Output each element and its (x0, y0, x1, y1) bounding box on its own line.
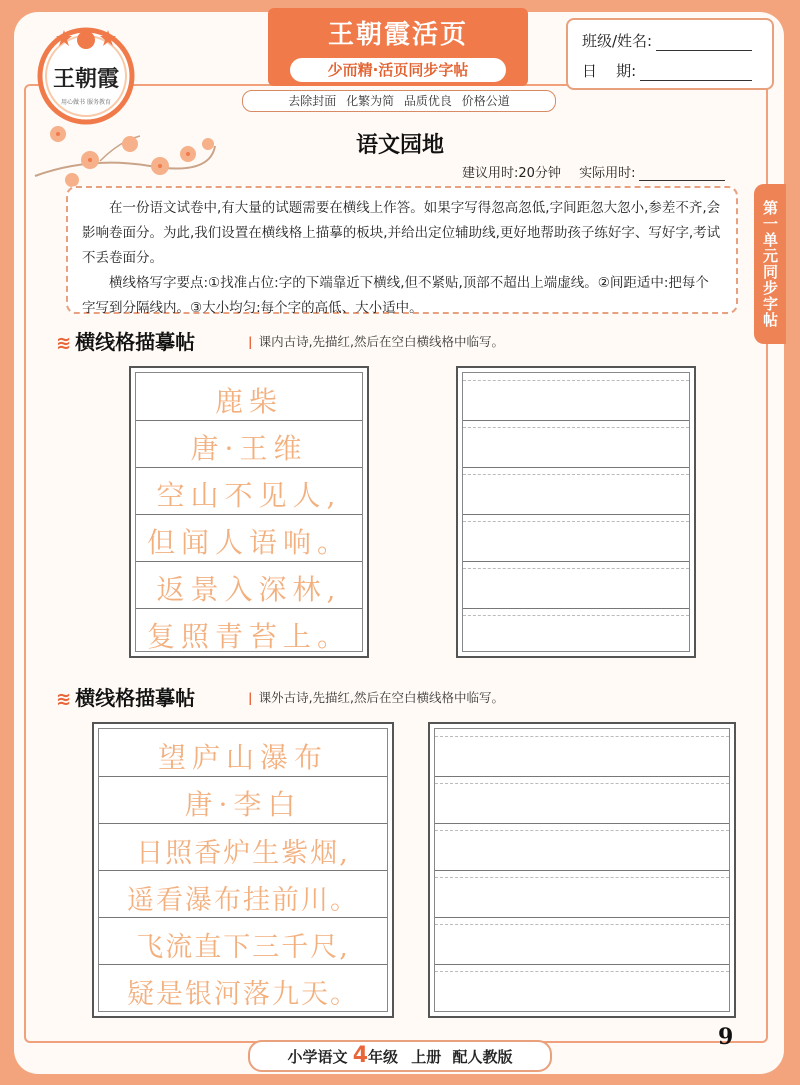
practice-grid-inner (462, 372, 690, 652)
slogan: 去除封面 化繁为简 品质优良 价格公道 (242, 90, 556, 112)
footer-edition (248, 1040, 552, 1072)
section-note (248, 688, 504, 706)
grid-row (136, 467, 362, 515)
practice-row[interactable] (463, 608, 689, 655)
section-heading (56, 682, 195, 711)
practice-row[interactable] (435, 823, 729, 871)
practice-grid-inner (434, 728, 730, 1012)
practice-row[interactable] (463, 561, 689, 609)
svg-text:王朝霞: 王朝霞 (52, 66, 120, 92)
trace-text[interactable]: 复照青苔上。 (146, 620, 351, 653)
trace-text[interactable]: 返景入深林, (156, 573, 342, 606)
brand-title: 王朝霞活页 (327, 20, 468, 50)
grid-row (99, 776, 387, 824)
practice-row[interactable] (463, 373, 689, 421)
trace-text[interactable]: 但闻人语响。 (146, 526, 351, 559)
practice-row[interactable] (463, 514, 689, 562)
date-row (582, 60, 752, 81)
edition-label: 配人教版 (452, 1048, 513, 1066)
intro-paragraph: 在一份语文试卷中,有大量的试题需要在横线上作答。如果字写得忽高忽低,字间距忽大忽小,参差不齐,会影响卷面分。为此,我们设置在横线格上描摹的板块,并给出定位辅助线,更好地帮助孩子练好字、写好字,考试不丢卷面分。 (82, 200, 721, 266)
actual-time-field[interactable] (639, 168, 725, 181)
trace-text[interactable]: 望庐山瀑布 (157, 741, 328, 774)
trace-text[interactable]: 飞流直下三千尺, (136, 932, 350, 963)
wave-icon: ≋ (56, 333, 72, 354)
practice-grid (428, 722, 736, 1018)
svg-text:用心做书 服务教育: 用心做书 服务教育 (61, 99, 111, 106)
trace-grid (129, 366, 369, 658)
trace-text[interactable]: 鹿柴 (214, 385, 283, 418)
page-number: 9 (718, 1024, 734, 1050)
name-box (566, 18, 774, 90)
section-heading (56, 326, 195, 355)
subject-label: 小学语文 (287, 1048, 348, 1066)
practice-row[interactable] (463, 467, 689, 515)
practice-row[interactable] (435, 870, 729, 918)
wave-icon: ≋ (56, 689, 72, 710)
divider-bar-icon: | (248, 334, 253, 349)
section-title: 横线格描摹帖 (75, 686, 196, 710)
brand-logo (32, 20, 140, 128)
section-note (248, 332, 504, 350)
divider-bar-icon: | (248, 690, 253, 705)
practice-row[interactable] (435, 917, 729, 965)
trace-text[interactable]: 遥看瀑布挂前川。 (127, 885, 359, 916)
term-label: 上册 (411, 1048, 442, 1066)
grade-label: 年级 (368, 1048, 399, 1066)
practice-row[interactable] (435, 729, 729, 777)
trace-grid-inner (98, 728, 388, 1012)
trace-grid (92, 722, 394, 1018)
section-title: 横线格描摹帖 (75, 330, 196, 354)
grid-row (136, 608, 362, 655)
suggested-time: 建议用时:20分钟 (462, 166, 561, 181)
practice-row[interactable] (435, 964, 729, 1011)
grid-row (136, 420, 362, 468)
trace-text[interactable]: 日照香炉生紫烟, (136, 838, 350, 869)
trace-text[interactable]: 疑是银河落九天。 (127, 979, 359, 1010)
grid-row (99, 917, 387, 965)
date-label: 日 期: (582, 62, 637, 80)
class-name-field[interactable] (656, 36, 752, 51)
grid-row (136, 561, 362, 609)
practice-row[interactable] (435, 776, 729, 824)
grid-row (99, 964, 387, 1011)
time-row (462, 162, 725, 181)
practice-row[interactable] (463, 420, 689, 468)
practice-grid (456, 366, 696, 658)
intro-box (66, 186, 738, 314)
trace-text[interactable]: 唐·王维 (190, 432, 308, 465)
actual-time-label: 实际用时: (579, 166, 636, 181)
trace-text[interactable]: 唐·李白 (184, 788, 302, 821)
section-note-text: 课内古诗,先描红,然后在空白横线格中临写。 (258, 334, 505, 349)
trace-grid-inner (135, 372, 363, 652)
class-name-label: 班级/姓名: (582, 32, 653, 50)
grid-row (99, 823, 387, 871)
grid-row (136, 373, 362, 421)
date-field[interactable] (640, 66, 752, 81)
trace-text[interactable]: 空山不见人, (156, 479, 342, 512)
grid-row (99, 729, 387, 777)
grid-row (99, 870, 387, 918)
class-name-row (582, 30, 752, 51)
grid-row (136, 514, 362, 562)
grade-number: 4 (352, 1043, 369, 1068)
page-title: 语文园地 (355, 133, 444, 158)
intro-paragraph: 横线格写字要点:①找准占位:字的下端靠近下横线,但不紧贴,顶部不超出上端虚线。②间距适中:把每个字写到分隔线内。③大小均匀:每个字的高低、大小适中。 (82, 275, 709, 316)
unit-side-tab: 第一单元同步字帖 (754, 184, 786, 344)
brand-subtitle: 少而精·活页同步字帖 (290, 58, 506, 82)
brand-banner (268, 8, 528, 86)
section-note-text: 课外古诗,先描红,然后在空白横线格中临写。 (258, 690, 505, 705)
